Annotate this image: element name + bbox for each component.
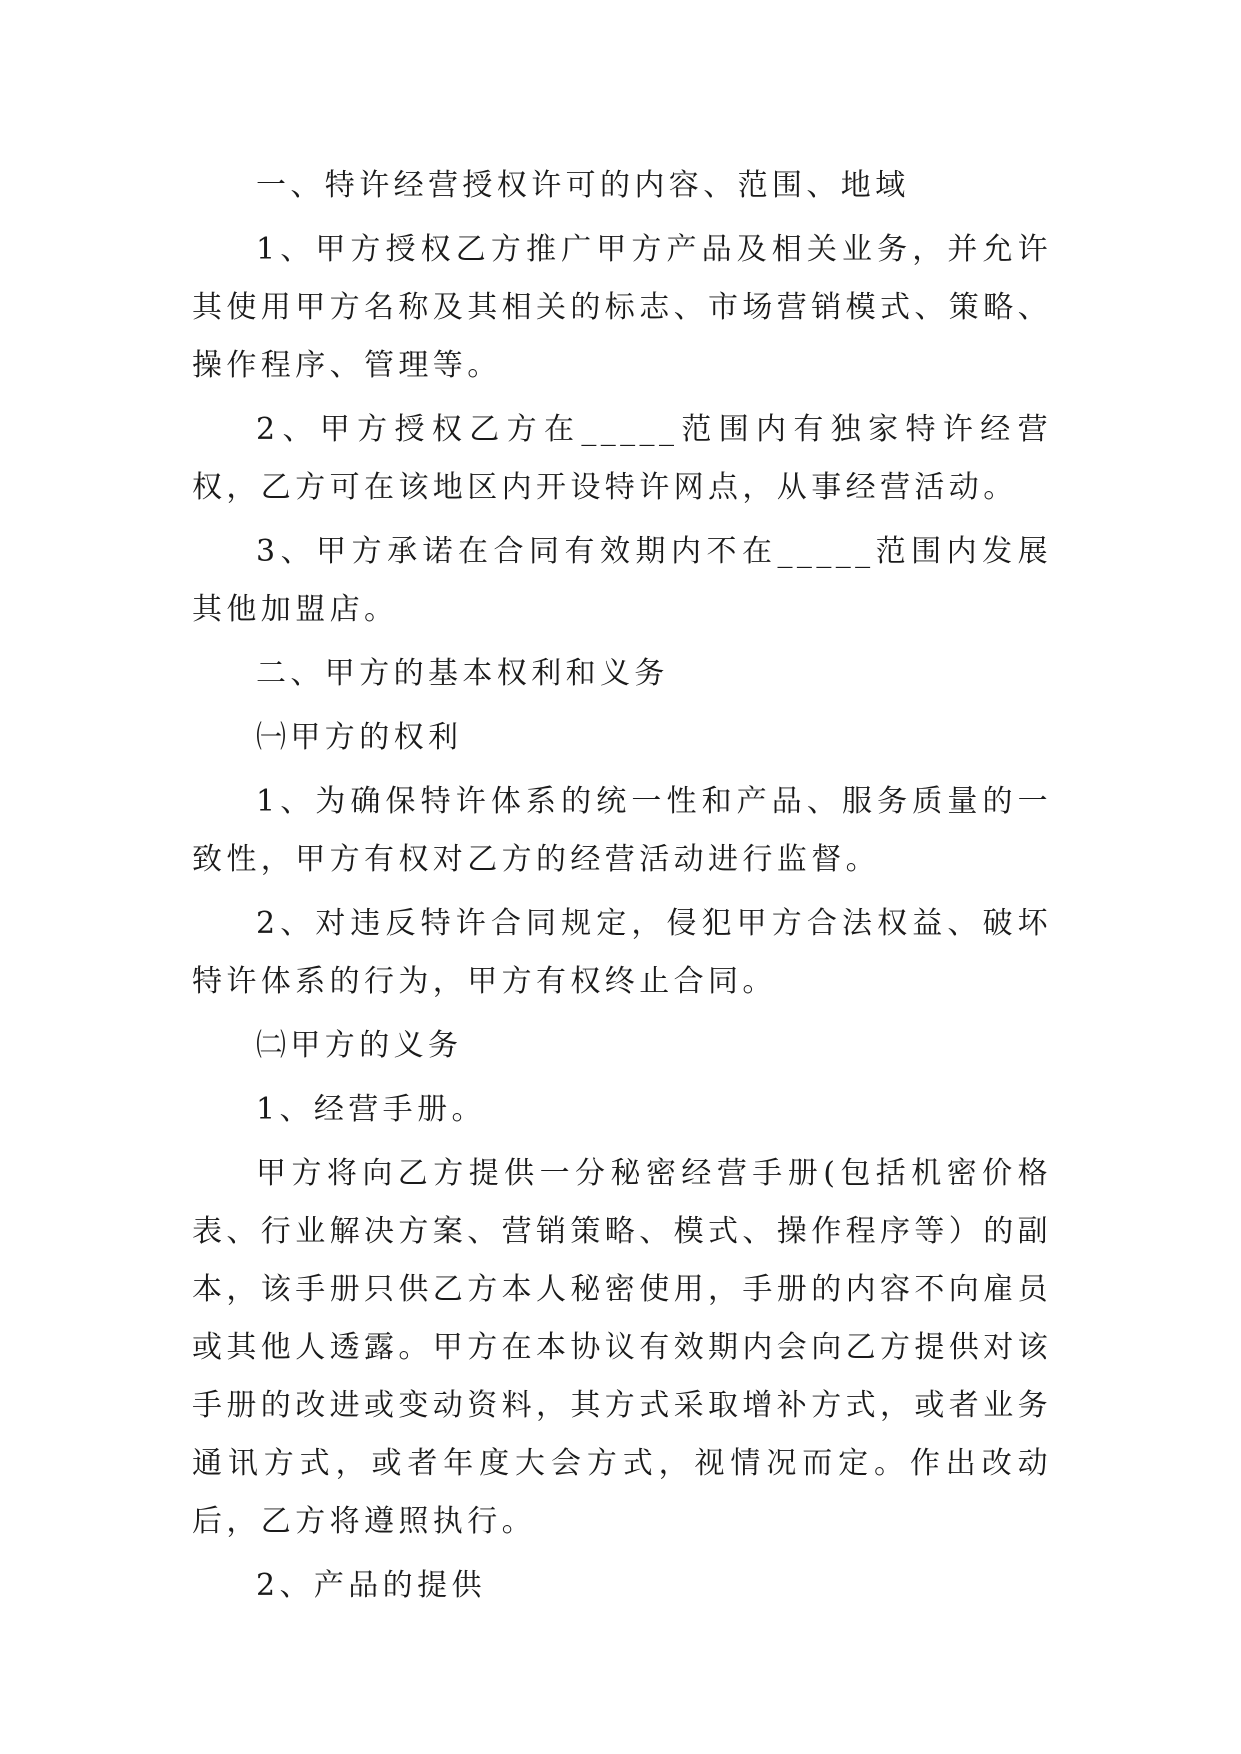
clause-obligations-1-body: 甲方将向乙方提供一分秘密经营手册(包括机密价格表、行业解决方案、营销策略、模式、操作程序等）的副本，该手册只供乙方本人秘密使用，手册的内容不向雇员或其他人透露。甲方在本协议有效期内会向乙方提供对该手册的改进或变动资料，其方式采取增补方式，或者业务通讯方式，或者年度大会方式，视情况而定。作出改动后，乙方将遵照执行。 [192,1156,1052,1539]
document-page [192,157,1052,1621]
section-heading-2: 二、甲方的基本权利和义务 [256,656,669,691]
clause-obligations-2: 2、产品的提供 [256,1568,486,1603]
subsection-rights: ㈠甲方的权利 [256,720,463,755]
clause-obligations-1: 1、经营手册。 [256,1092,486,1127]
section-heading-1: 一、特许经营授权许可的内容、范围、地域 [256,168,910,203]
clause-1-2: 2、甲方授权乙方在_____范围内有独家特许经营权，乙方可在该地区内开设特许网点，从事经营活动。 [192,412,1052,505]
clause-1-3: 3、甲方承诺在合同有效期内不在_____范围内发展其他加盟店。 [192,534,1052,627]
subsection-obligations: ㈡甲方的义务 [256,1028,463,1063]
clause-1-1: 1、甲方授权乙方推广甲方产品及相关业务，并允许其使用甲方名称及其相关的标志、市场营销模式、策略、操作程序、管理等。 [192,232,1052,383]
clause-rights-1: 1、为确保特许体系的统一性和产品、服务质量的一致性，甲方有权对乙方的经营活动进行监督。 [192,784,1052,877]
clause-rights-2: 2、对违反特许合同规定，侵犯甲方合法权益、破坏特许体系的行为，甲方有权终止合同。 [192,906,1052,999]
